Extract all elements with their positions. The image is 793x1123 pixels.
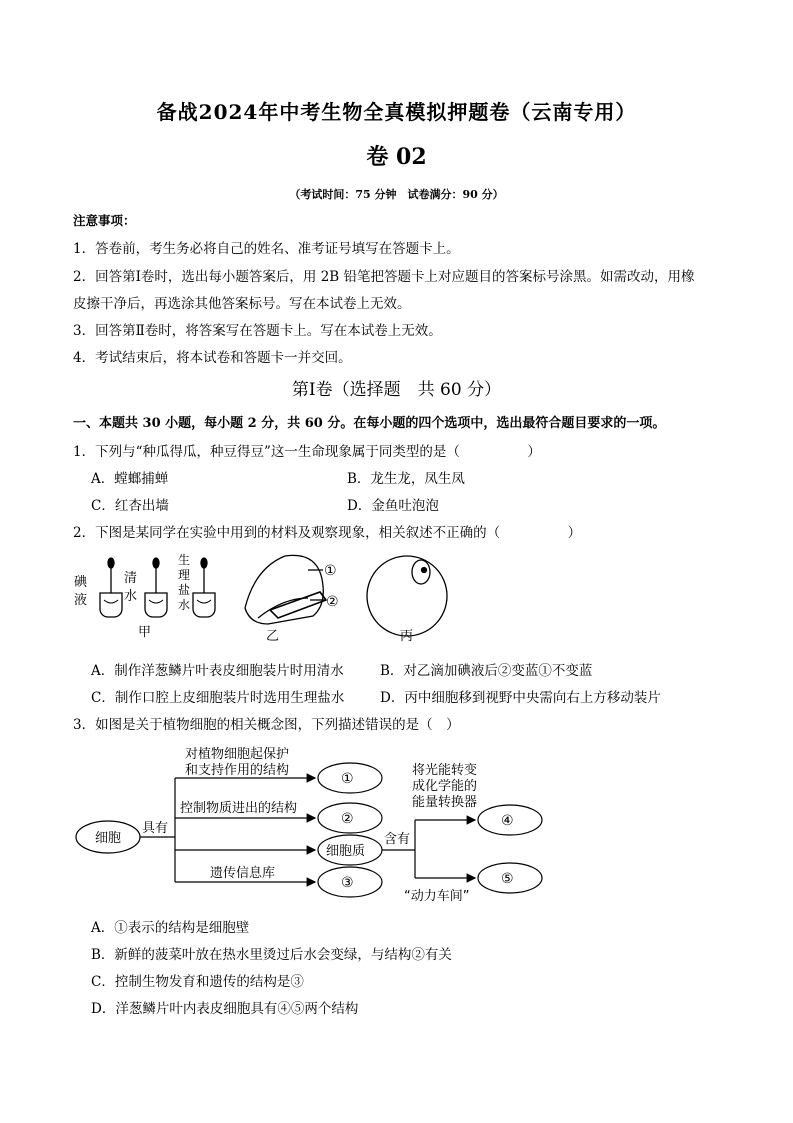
q2-bottle2-label-2: 水 xyxy=(124,589,138,604)
q3-option-b: B．新鲜的菠菜叶放在热水里烫过后水会变绿，与结构②有关 xyxy=(91,947,452,963)
q2-marker-2: ② xyxy=(326,594,339,610)
page-subtitle: 卷 02 xyxy=(366,144,427,170)
notes-heading: 注意事项： xyxy=(73,213,136,228)
section-heading: 第Ⅰ卷（选择题 共 60 分） xyxy=(291,380,502,400)
diagram-n4: ④ xyxy=(501,813,514,829)
question-1-stem: 1．下列与“种瓜得瓜，种豆得豆”这一生命现象属于同类型的是（ ） xyxy=(73,444,541,460)
q2-bottle3-label-2: 理 xyxy=(178,568,191,582)
question-2-stem: 2．下图是某同学在实验中用到的材料及观察现象，相关叙述不正确的（ ） xyxy=(73,525,582,541)
diagram-desc4-line1: 将光能转变 xyxy=(412,763,478,778)
q2-bottle3-label-4: 水 xyxy=(178,598,191,612)
q2-option-c: C．制作口腔上皮细胞装片时选用生理盐水 xyxy=(91,690,345,706)
q2-option-d: D．丙中细胞移到视野中央需向右上方移动装片 xyxy=(380,690,661,706)
q2-bottle3-label-3: 盐 xyxy=(178,583,191,597)
q2-option-b: B．对乙滴加碘液后②变蓝①不变蓝 xyxy=(380,663,593,679)
page-title: 备战2024年中考生物全真模拟押题卷（云南专用） xyxy=(156,100,637,124)
diagram-desc3: 遗传信息库 xyxy=(210,866,276,881)
q2-option-a: A．制作洋葱鳞片叶表皮细胞装片时用清水 xyxy=(91,663,344,679)
diagram-desc1-line1: 对植物细胞起保护 xyxy=(185,747,290,762)
exam-info: （考试时间：75 分钟 试卷满分：90 分） xyxy=(289,188,504,201)
diagram-cell: 细胞 xyxy=(95,831,122,846)
diagram-n2: ② xyxy=(341,811,354,827)
diagram-desc4-line3: 能量转换器 xyxy=(412,795,478,810)
q3-option-c: C．控制生物发育和遗传的结构是③ xyxy=(91,974,304,990)
q1-option-b: B．龙生龙，凤生凤 xyxy=(347,471,465,487)
q3-option-a: A．①表示的结构是细胞壁 xyxy=(91,920,250,936)
question-3-stem: 3．如图是关于植物细胞的相关概念图，下列描述错误的是（ ） xyxy=(73,717,460,733)
diagram-desc4-line2: 成化学能的 xyxy=(412,779,478,794)
diagram-desc5: “动力车间” xyxy=(404,889,470,904)
diagram-cytoplasm: 细胞质 xyxy=(326,844,366,859)
q1-option-c: C．红杏出墙 xyxy=(91,498,169,514)
diagram-contains: 含有 xyxy=(384,832,411,847)
note-item: 3．回答第Ⅱ卷时，将答案写在答题卡上。写在本试卷上无效。 xyxy=(73,323,442,339)
diagram-n3: ③ xyxy=(341,875,354,891)
q2-label-yi: 乙 xyxy=(266,629,280,644)
q1-option-d: D．金鱼吐泡泡 xyxy=(347,498,439,514)
q2-marker-1: ① xyxy=(324,563,337,579)
note-item: 2．回答第Ⅰ卷时，选出每小题答案后，用 2B 铅笔把答题卡上对应题目的答案标号涂黑。如需改动，用橡 xyxy=(73,269,695,285)
q2-label-jia: 甲 xyxy=(138,625,152,640)
q2-figure xyxy=(70,548,470,648)
note-item: 1．答卷前，考生务必将自己的姓名、准考证号填写在答题卡上。 xyxy=(73,241,460,257)
q2-bottle1-label-1: 碘 xyxy=(74,575,88,590)
note-item: 4．考试结束后，将本试卷和答题卡一并交回。 xyxy=(73,350,352,366)
q3-option-d: D．洋葱鳞片叶内表皮细胞具有④⑤两个结构 xyxy=(91,1001,359,1017)
q2-label-bing: 丙 xyxy=(400,629,414,644)
q2-bottle2-label-1: 清 xyxy=(124,571,138,586)
diagram-has: 具有 xyxy=(142,821,169,836)
diagram-n5: ⑤ xyxy=(501,871,514,887)
q3-concept-diagram xyxy=(70,740,560,910)
diagram-n1: ① xyxy=(341,771,354,787)
q1-option-a: A．螳螂捕蝉 xyxy=(91,471,169,487)
q2-bottle1-label-2: 液 xyxy=(74,593,88,608)
diagram-desc1-line2: 和支持作用的结构 xyxy=(185,763,290,778)
diagram-desc2: 控制物质进出的结构 xyxy=(180,801,298,816)
q2-bottle3-label-1: 生 xyxy=(178,553,191,567)
note-item: 皮擦干净后，再选涂其他答案标号。写在本试卷上无效。 xyxy=(73,296,411,312)
section-instruction: 一、本题共 30 小题，每小题 2 分，共 60 分。在每小题的四个选项中，选出最符合题目要求的一项。 xyxy=(73,416,666,431)
